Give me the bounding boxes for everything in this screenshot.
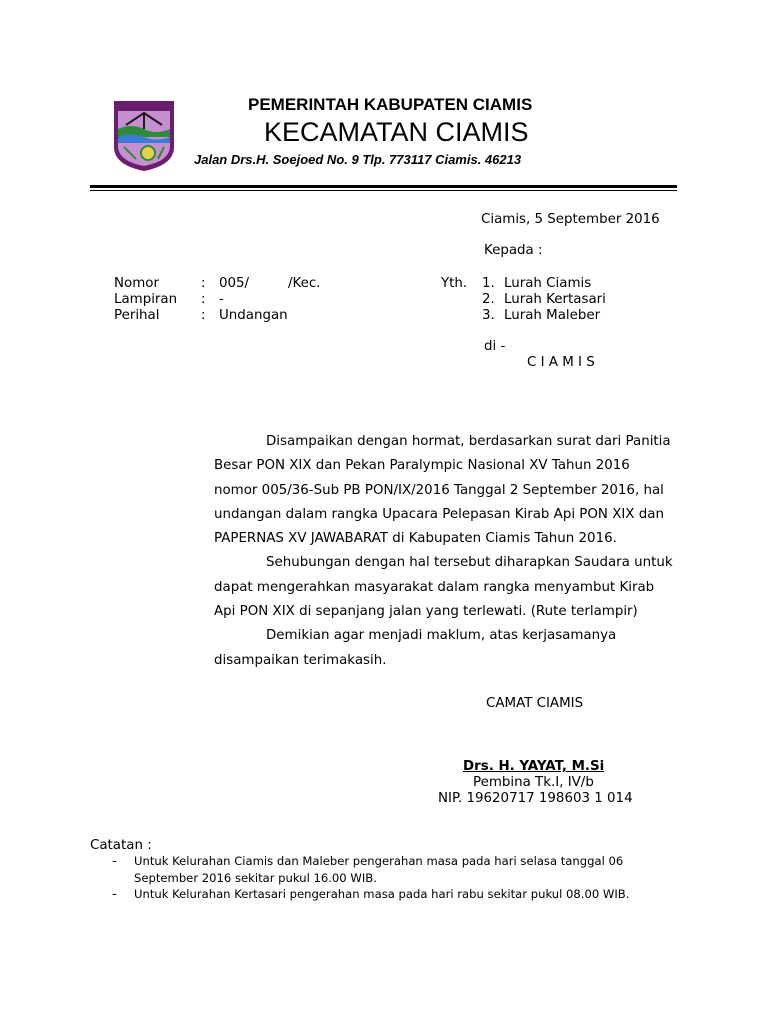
perihal-value: Undangan — [219, 308, 288, 323]
signatory-name: Drs. H. YAYAT, M.Si — [463, 759, 605, 774]
recipient-name: Lurah Maleber — [504, 308, 601, 323]
kabupaten-ciamis-emblem — [112, 95, 176, 173]
letterhead-rule-thick — [90, 185, 677, 188]
body-paragraph-1: Disampaikan dengan hormat, berdasarkan surat dari Panitia Besar PON XIX dan Pekan Paralympic Nasional XV Tahun 2016 nomor 005/36-Sub PB PON/IX/2016 Tanggal 2 September 2016, hal undangan dalam rangka Upacara Pelepasan Kirab Api PON XIX dan PAPERNAS XV JAWABARAT di Kabupaten Ciamis Tahun 2016. — [214, 434, 671, 547]
kepada-label: Kepada : — [484, 243, 543, 258]
perihal-label: Perihal — [114, 308, 160, 323]
note-bullet: - — [112, 854, 117, 869]
signatory-rank: Pembina Tk.I, IV/b — [473, 775, 594, 790]
letter-date: Ciamis, 5 September 2016 — [481, 212, 660, 227]
recipient-name: Lurah Kertasari — [504, 292, 606, 307]
signatory-nip: NIP. 19620717 198603 1 014 — [438, 791, 633, 806]
recipient-number: 1. — [482, 276, 495, 291]
letterhead-government: PEMERINTAH KABUPATEN CIAMIS — [248, 95, 533, 114]
recipient-number: 2. — [482, 292, 495, 307]
recipient-name: Lurah Ciamis — [504, 276, 592, 291]
body-paragraph-2: Sehubungan dengan hal tersebut diharapkan Saudara untuk dapat mengerahkan masyarakat dalam rangka menyambut Kirab Api PON XIX di sepanjang jalan yang terlewati. (Rute terlampir) — [214, 555, 673, 620]
nomor-suffix: /Kec. — [288, 276, 321, 291]
perihal-colon: : — [201, 308, 206, 323]
note-item: Untuk Kelurahan Kertasari pengerahan masa pada hari rabu sekitar pukul 08.00 WIB. — [134, 887, 630, 901]
destination-place: C I A M I S — [527, 355, 595, 370]
letterhead-address: Jalan Drs.H. Soejoed No. 9 Tlp. 773117 Ciamis. 46213 — [194, 152, 522, 167]
lampiran-label: Lampiran — [114, 292, 178, 307]
recipient-number: 3. — [482, 308, 495, 323]
yth-label: Yth. — [441, 276, 468, 291]
note-item: Untuk Kelurahan Ciamis dan Maleber pengerahan masa pada hari selasa tanggal 06 September 2016 sekitar pukul 16.00 WIB. — [134, 854, 624, 885]
nomor-label: Nomor — [114, 276, 159, 291]
di-label: di - — [484, 339, 506, 354]
notes-heading: Catatan : — [90, 838, 152, 853]
lampiran-value: - — [219, 292, 224, 307]
letter-body — [214, 430, 674, 673]
letterhead-rule-thin — [90, 190, 677, 191]
lampiran-colon: : — [201, 292, 206, 307]
note-bullet: - — [112, 887, 117, 902]
letterhead-office: KECAMATAN CIAMIS — [264, 117, 529, 147]
body-paragraph-3: Demikian agar menjadi maklum, atas kerjasamanya disampaikan terimakasih. — [214, 628, 617, 668]
nomor-value: 005/ — [219, 276, 250, 291]
signatory-title: CAMAT CIAMIS — [486, 696, 584, 711]
nomor-colon: : — [201, 276, 206, 291]
